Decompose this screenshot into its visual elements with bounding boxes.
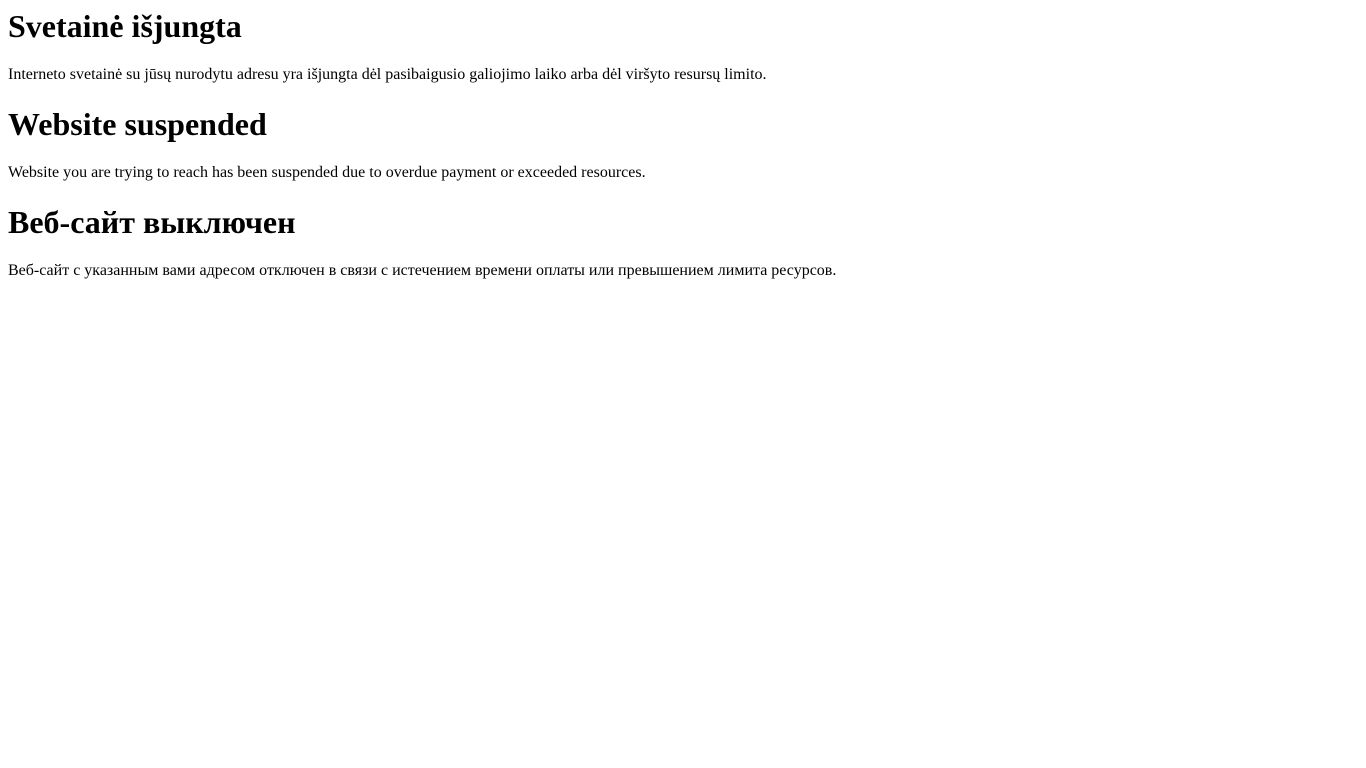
suspend-heading-ru: Веб-сайт выключен <box>8 203 296 240</box>
suspended-page <box>8 8 1358 280</box>
suspend-section-lt <box>8 8 1358 84</box>
suspend-heading-lt: Svetainė išjungta <box>8 8 242 44</box>
suspend-message-ru: Веб-сайт с указанным вами адресом отключен в связи с истечением времени оплаты или превышением лимита ресурсов. <box>8 262 837 280</box>
suspend-message-lt: Interneto svetainė su jūsų nurodytu adresu yra išjungta dėl pasibaigusio galiojimo laiko arba dėl viršyto resursų limito. <box>8 66 767 84</box>
suspend-heading-en: Website suspended <box>8 105 267 142</box>
suspend-section-ru <box>8 204 1358 280</box>
suspend-message-en: Website you are trying to reach has been suspended due to overdue payment or exceeded resources. <box>8 164 646 182</box>
suspend-section-en <box>8 106 1358 182</box>
